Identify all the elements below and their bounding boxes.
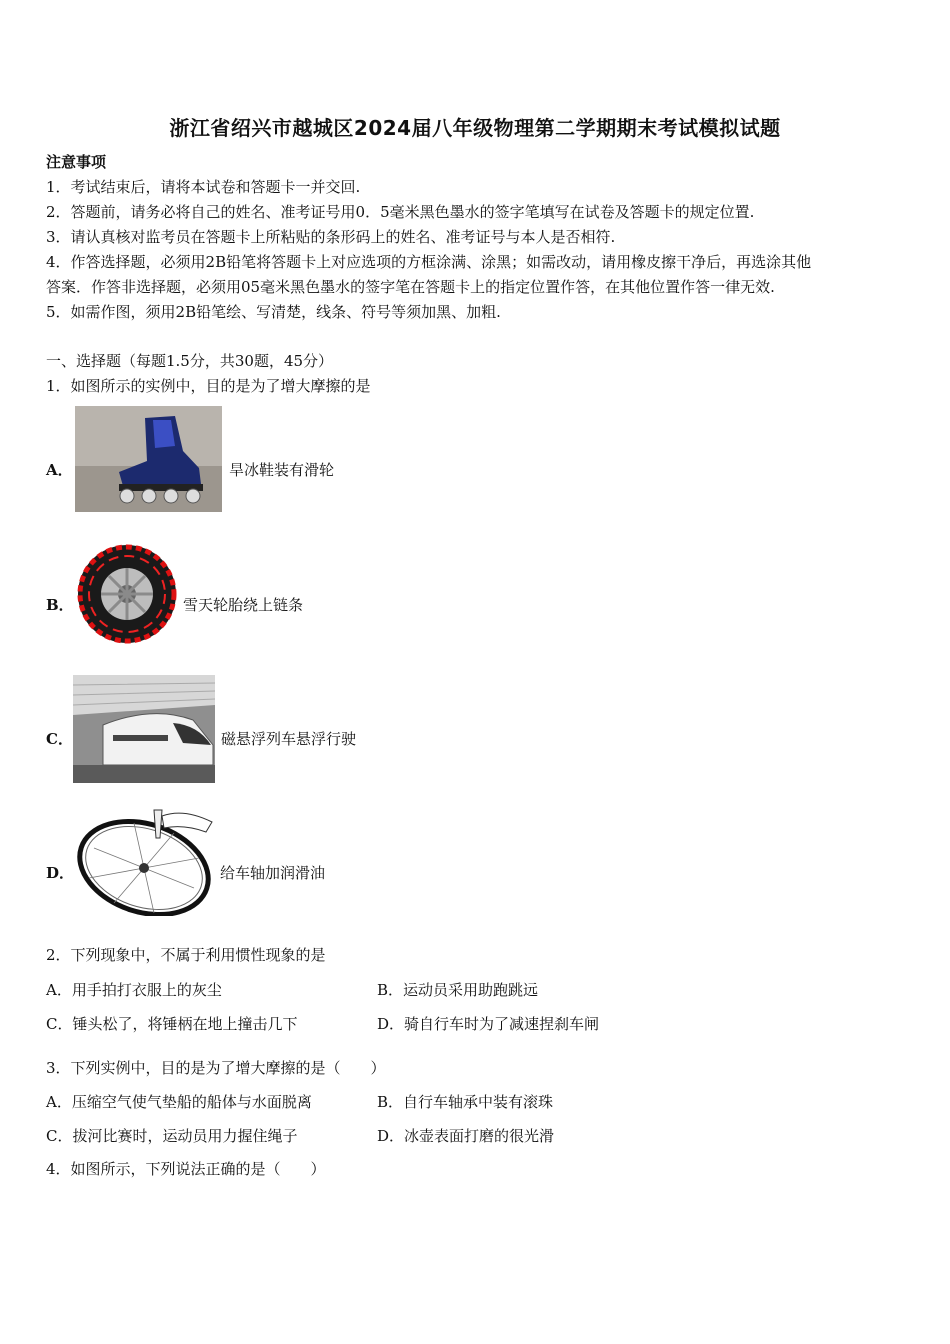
option-letter: A． xyxy=(46,461,73,479)
question-stem: 4．如图所示，下列说法正确的是（ ） xyxy=(46,1160,326,1178)
option-b: B．运动员采用助跑跳远 xyxy=(377,981,539,999)
roller-skate-image xyxy=(75,406,222,512)
notice-item: 答案．作答非选择题，必须用05毫米黑色墨水的签字笔在答题卡上的指定位置作答，在其他位置作答一律无效. xyxy=(46,278,775,296)
option-text: 磁悬浮列车悬浮行驶 xyxy=(221,730,357,748)
option-text: 雪天轮胎绕上链条 xyxy=(183,596,304,614)
question-stem: 1．如图所示的实例中，目的是为了增大摩擦的是 xyxy=(46,377,371,395)
option-a: A．用手拍打衣服上的灰尘 xyxy=(46,981,222,999)
notice-item: 1．考试结束后，请将本试卷和答题卡一并交回. xyxy=(46,178,361,196)
option-c: C．拔河比赛时，运动员用力握住绳子 xyxy=(46,1127,298,1145)
option-letter: B． xyxy=(46,596,74,614)
maglev-train-image xyxy=(73,675,215,783)
question-stem: 2．下列现象中，不属于利用惯性现象的是 xyxy=(46,946,326,964)
option-letter: C． xyxy=(46,730,73,748)
notice-item: 2．答题前，请务必将自己的姓名、准考证号用0．5毫米黑色墨水的签字笔填写在试卷及答题卡的规定位置. xyxy=(46,203,755,221)
option-text: 给车轴加润滑油 xyxy=(220,864,326,882)
section-heading: 一、选择题（每题1.5分，共30题，45分） xyxy=(46,352,334,370)
notice-heading: 注意事项 xyxy=(46,153,107,171)
bicycle-wheel-oil-image xyxy=(74,808,216,916)
option-b: B．自行车轴承中装有滚珠 xyxy=(377,1093,554,1111)
notice-item: 5．如需作图，须用2B铅笔绘、写清楚，线条、符号等须加黑、加粗. xyxy=(46,303,501,321)
notice-item: 4．作答选择题，必须用2B铅笔将答题卡上对应选项的方框涂满、涂黑；如需改动，请用橡皮擦干净后，再选涂其他 xyxy=(46,253,812,271)
tire-chain-image xyxy=(76,543,178,645)
option-d: D．骑自行车时为了减速捏刹车闸 xyxy=(377,1015,600,1033)
page-title: 浙江省绍兴市越城区2024届八年级物理第二学期期末考试模拟试题 xyxy=(169,116,781,140)
notice-item: 3．请认真核对监考员在答题卡上所粘贴的条形码上的姓名、准考证号与本人是否相符. xyxy=(46,228,616,246)
option-a: A．压缩空气使气垫船的船体与水面脱离 xyxy=(46,1093,312,1111)
option-text: 旱冰鞋装有滑轮 xyxy=(229,461,335,479)
question-stem: 3．下列实例中，目的是为了增大摩擦的是（ ） xyxy=(46,1059,386,1077)
option-d: D．冰壶表面打磨的很光滑 xyxy=(377,1127,555,1145)
option-letter: D． xyxy=(46,864,75,882)
option-c: C．锤头松了，将锤柄在地上撞击几下 xyxy=(46,1015,298,1033)
